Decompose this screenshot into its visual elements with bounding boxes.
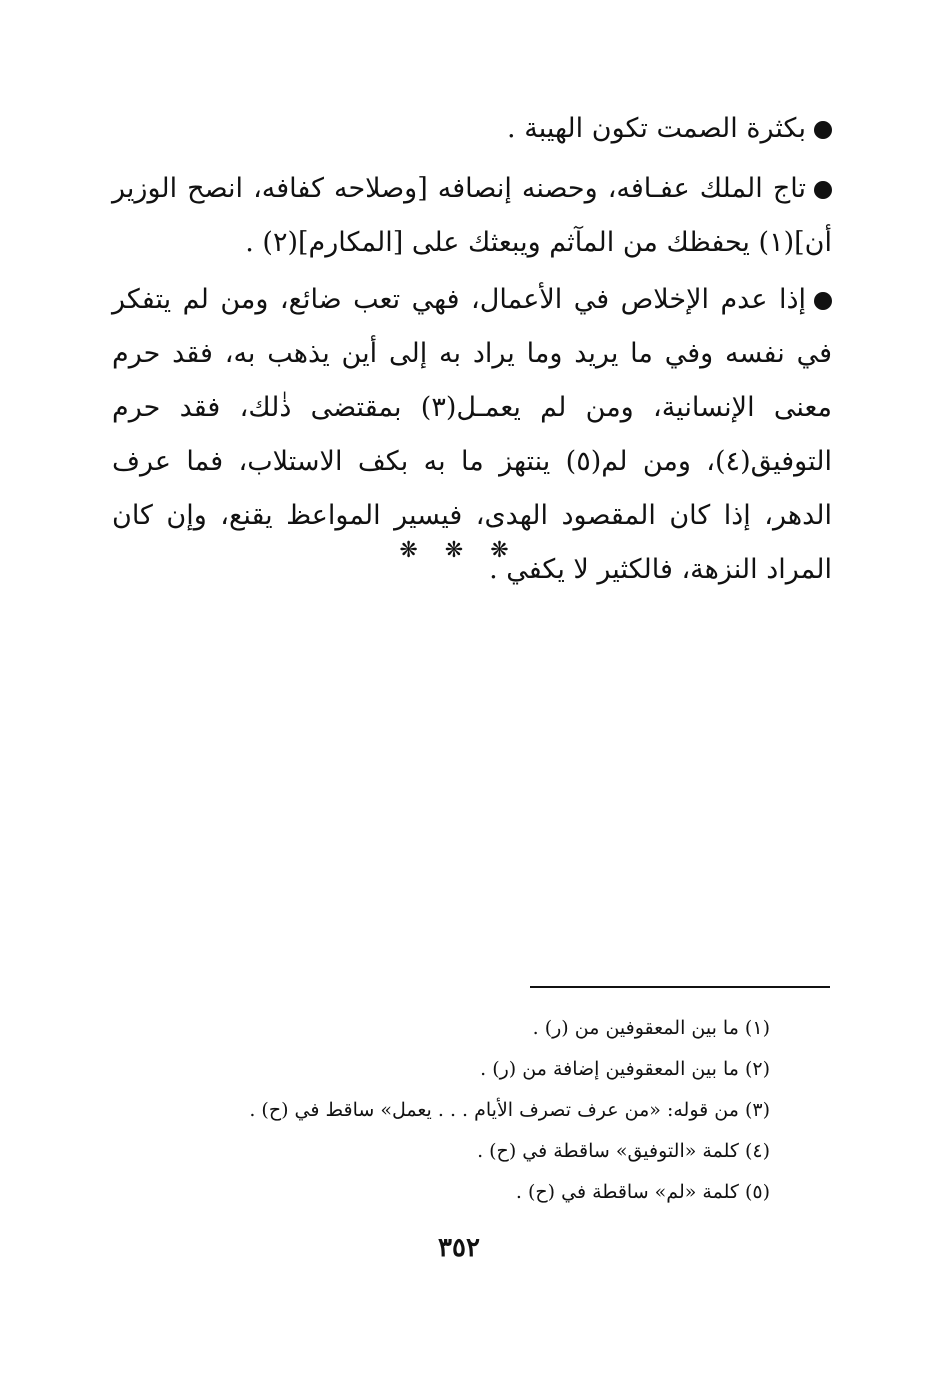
bullet-icon xyxy=(814,181,832,199)
paragraph-3-text: إذا عدم الإخلاص في الأعمال، فهي تعب ضائع، ومن لم يتفكر في نفسه وفي ما يريد وما يراد به إلى أين يذهب به، فقد حرم معنى الإنسانية، ومن لم يعمـل(٣) بمقتضى ذٰلك، فقد حرم التوفيق(٤)، ومن لم(٥) ينتهز ما به بكف الاستلاب، فما عرف الدهر، إذا كان المقصود الهدى، فيسير المواعظ يقنع، وإن كان المراد النزهة، فالكثير لا يكفي . xyxy=(112,284,832,585)
paragraph-2-text: تاج الملك عفـافه، وحصنه إنصافه [وصلاحه كفافه، انصح الوزير أن](١) يحفظك من المآثم ويبعثك على [المكارم](٢) . xyxy=(112,173,832,258)
footnote-1: (١) ما بين المعقوفين من (ر) . xyxy=(532,1017,770,1039)
footnote-4: (٤) كلمة «التوفيق» ساقطة في (ح) . xyxy=(477,1140,770,1162)
footnote-divider xyxy=(530,986,830,988)
footnote-2: (٢) ما بين المعقوفين إضافة من (ر) . xyxy=(480,1058,770,1080)
footnote-5: (٥) كلمة «لم» ساقطة في (ح) . xyxy=(515,1181,770,1203)
footnotes-list xyxy=(130,1008,770,1213)
paragraph-1-text: بكثرة الصمت تكون الهيبة . xyxy=(507,113,806,144)
paragraph-1 xyxy=(112,102,832,156)
bullet-icon xyxy=(814,121,832,139)
bullet-icon xyxy=(814,292,832,310)
footnote-3: (٣) من قوله: «من عرف تصرف الأيام . . . يعمل» ساقط في (ح) . xyxy=(249,1099,770,1121)
paragraph-2 xyxy=(112,162,832,270)
section-separator: ❋ ❋ ❋ xyxy=(399,538,519,563)
page-number: ٣٥٢ xyxy=(438,1233,480,1263)
